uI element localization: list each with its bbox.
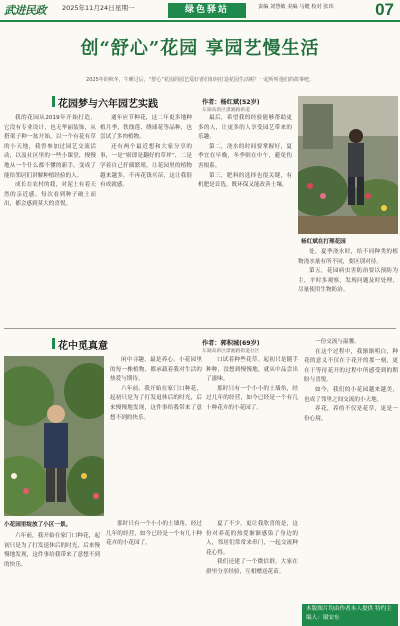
paragraph: 还有两个最近想和大家分享的事，一是“则即是翻好的草坪”，二是学着自己扦插繁殖，让花园里的植物越来越多，不再花钱买苗，这让我很有成就感。 xyxy=(100,143,192,189)
paragraph: 口试着种些花草。起初只是随手种种，没想到慢慢地，就从中品尝出了滋味。 xyxy=(206,357,298,383)
page-number: 07 xyxy=(375,0,394,19)
paragraph: 一份交流与温馨。 xyxy=(315,339,360,345)
photo1-caption: 杨红斌在打理花园 xyxy=(301,239,346,245)
lead-text: 2025年的秋冬，午睡过后，“舒心”花园的园艺爱好者们如何打造花园生活呢？一起听听他们的故事吧。 xyxy=(86,77,314,83)
article2-byline: 作者：郭积城(69岁) xyxy=(202,340,260,347)
editor-credits: 责编 刘慧敏 美编 马健 校对 张玮 xyxy=(258,4,334,10)
gardener-photo xyxy=(298,96,398,234)
article1-column-2 xyxy=(100,114,192,322)
paragraph: 那时只有一个小小的土墙角，经过几年的经营，如今已经是一个有几十种花卉的小花园了。 xyxy=(106,521,202,547)
masthead: 武进民政 xyxy=(4,4,46,17)
paragraph: 第三，肥料的选择也很关键，有机肥是首选，既环保又能改善土壤。 xyxy=(198,172,292,189)
paragraph: 夏了不少。更让我欣喜的是，这份对养花的热爱渐渐感染了身边的人，邻居们常常来串门，一起交流种花心得。 xyxy=(206,521,298,556)
paragraph: 六年前，我开始在家门口种花，起初只是为了打发退休后的时光，后来慢慢地发现，这件事给我带来了意想不到的快乐。 xyxy=(110,385,202,421)
header-rule xyxy=(0,20,400,22)
paragraph: 养花，养的不仅是花草，更是一份心境。 xyxy=(304,406,398,422)
paragraph: 处，夏季浇水时，给不同种类的植物浇水量有所不同，要区别对待。 xyxy=(298,249,398,265)
article2-column-4 xyxy=(304,338,398,600)
paragraph: 闲中寻趣，最是养心。小花园里的每一株植物，都承载着我对生活的热爱与期待。 xyxy=(110,357,202,383)
paragraph: 如今，我们的小花园越来越美，也成了邻里之间交流的小天地。 xyxy=(304,386,398,403)
paragraph: 那时只有一个小小的土墙角，经过几年的经营，如今已经是一个有几十种花卉的小花园了。 xyxy=(206,385,298,411)
article2-column-3 xyxy=(206,520,298,622)
article2-column-1b xyxy=(4,532,100,622)
article2-column-2b xyxy=(106,520,202,622)
paragraph: 通年应节种花，这二年更多地种植月季、铁线莲、绣球花等品种，也尝试了多肉植物。 xyxy=(100,115,192,141)
issue-weekday: 星期一 xyxy=(115,4,135,12)
article1-byline: 作者：杨红斌(52岁) xyxy=(202,99,260,106)
article1-subhead: 花园梦与六年园艺实践 xyxy=(58,99,158,110)
photo1-side-column xyxy=(298,248,398,324)
article1-byline-sub: 东湖高新区潇湘路街道 xyxy=(202,108,250,113)
section-divider xyxy=(4,328,396,329)
section-title: 绿色驿站 xyxy=(168,3,246,18)
article1-column-3 xyxy=(198,114,292,322)
article2-byline-sub: 东湖高新区潇湘路街道社区 xyxy=(202,349,260,354)
subhead-marker xyxy=(52,96,55,107)
article1-column-1 xyxy=(4,114,96,322)
photo2-caption: 小花园里绽放了小区一景。 xyxy=(4,522,72,528)
garden-owner-photo xyxy=(4,356,104,516)
paragraph: 最后，希望我的经验能够帮助更多的人，让更多的人享受园艺带来的乐趣。 xyxy=(198,115,292,141)
paragraph: 我的花园从2019年开始打造，它没有专业设计，也无华丽装饰，从搭架子种一盆开始，以一个有花有草的小天地，我曾参加过园艺交流活动，以及社区里的一些小课堂，慢慢地从一个什么都不懂的新手，变成了能给邻居们讲解种植经验的人。 xyxy=(4,115,96,179)
issue-date: 2025年11月24日 xyxy=(62,4,115,12)
photo-credit-notice: 本版图片均由作者本人提供 特约主编人：谢安东 xyxy=(302,604,398,626)
paragraph: 第五，花园病虫害防治要以预防为主，平时多观察，发现问题及时处理，尽量使用生物防治。 xyxy=(298,268,398,294)
garden-photo-illustration xyxy=(4,356,104,516)
subhead-marker xyxy=(52,338,55,349)
paragraph: 六年前，我开始在家门口种花，起初只是为了打发退休后的时光，后来慢慢地发现，这件事给我带来了意想不到的快乐。 xyxy=(4,533,100,568)
headline: 创“舒心”花园 享园艺慢生活 xyxy=(80,38,320,59)
paragraph: 第二，浇水的时间要掌握好，夏季宜在早晚，冬季则在中午，避免伤害根系。 xyxy=(198,143,292,169)
paragraph: 在这个过程中，我渐渐明白，种花的意义不仅在于花开的那一刻，更在于等待花开的过程中所感受到的期盼与喜悦。 xyxy=(304,348,398,384)
paragraph: 成长在农村的我，对泥土有着天然的亲近感。每次看到种子破土而出，都会感到莫大的喜悦。 xyxy=(4,182,96,208)
article2-column-1 xyxy=(110,356,202,516)
article2-subhead: 花中觅真意 xyxy=(58,341,108,352)
article2-column-2 xyxy=(206,356,298,516)
paragraph: 我们还建了一个微信群，大家在群里分享经验，互相赠送花苗。 xyxy=(206,559,298,575)
garden-photo-illustration xyxy=(298,96,398,234)
